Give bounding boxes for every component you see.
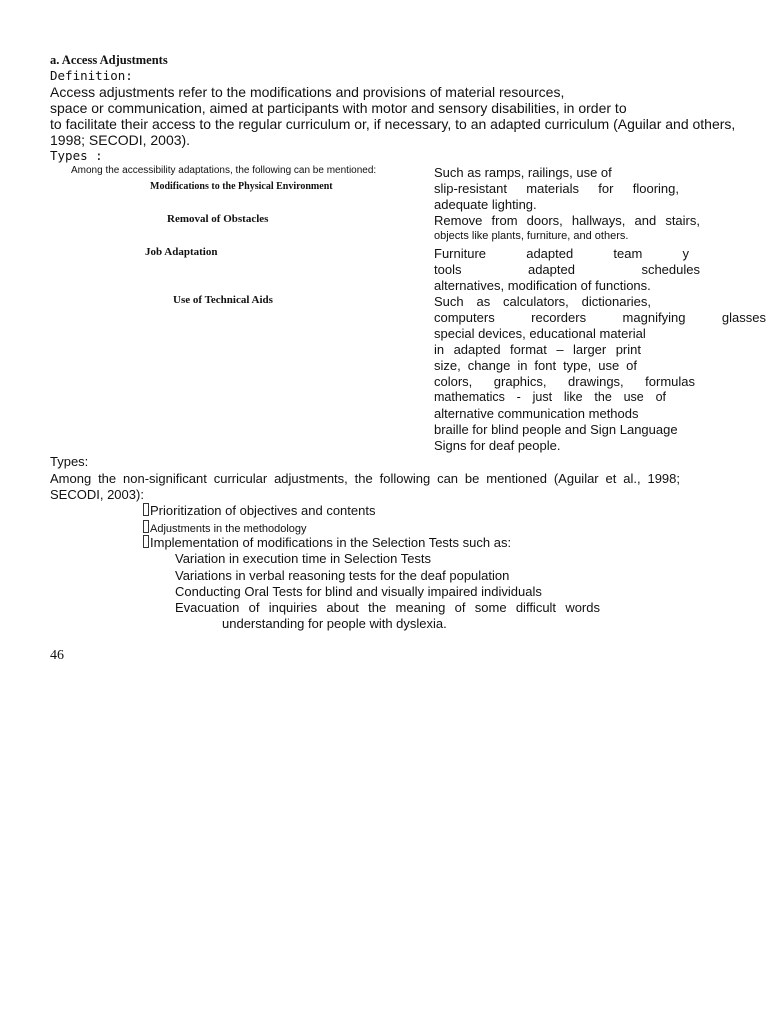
bullet-item [143,535,511,550]
definition-line: to facilitate their access to the regular curriculum or, if necessary, to an adapted curriculum (Aguilar and others, [50,116,736,132]
bullet-item [143,520,307,535]
adaptation-desc-line: mathematics - just like the use of [434,390,666,404]
types2-intro-line: Among the non-significant curricular adjustments, the following can be mentioned (Aguilar et al., 1998; [50,471,680,486]
types2-intro-line: SECODI, 2003): [50,487,144,502]
bullet-box-icon [143,535,149,548]
adaptation-desc-line: Such as ramps, railings, use of [434,165,612,180]
adaptation-desc-line: alternative communication methods [434,406,639,421]
adaptation-desc-line: special devices, educational material [434,326,646,341]
sub-item: Evacuation of inquiries about the meaning of some difficult words [175,600,600,615]
types2-label: Types: [50,454,89,469]
types-label: Types : [50,148,103,163]
adaptation-label: Removal of Obstacles [167,213,269,225]
adaptation-desc-line: computers recorders magnifying glasses [434,310,766,325]
sub-item: Conducting Oral Tests for blind and visually impaired individuals [175,584,542,599]
bullet-box-icon [143,520,149,533]
sub-item: Variations in verbal reasoning tests for the deaf population [175,568,510,583]
definition-line: Access adjustments refer to the modifications and provisions of material resources, [50,84,565,100]
bullet-text: Prioritization of objectives and contents [150,503,376,518]
adaptation-desc-line: Remove from doors, hallways, and stairs, [434,213,700,228]
sub-item: Variation in execution time in Selection Tests [175,551,432,566]
bullet-text: Implementation of modifications in the Selection Tests such as: [150,535,512,550]
adaptation-desc-line: Such as calculators, dictionaries, [434,294,651,309]
adaptation-desc-line: Signs for deaf people. [434,438,561,453]
page-number: 46 [50,648,64,663]
adaptation-desc-line: alternatives, modification of functions. [434,278,651,293]
adaptation-desc-line: size, change in font type, use of [434,358,637,373]
adaptation-label: Use of Technical Aids [173,294,273,306]
definition-line: space or communication, aimed at participants with motor and sensory disabilities, in order to [50,100,627,116]
adaptation-desc-line: tools adapted schedules [434,262,700,277]
adaptation-label: Modifications to the Physical Environment [150,181,333,192]
adaptation-desc-line: Furniture adapted team y [434,246,689,261]
adaptation-desc-line: colors, graphics, drawings, formulas [434,374,695,389]
adaptation-desc-line: slip-resistant materials for flooring, [434,181,679,196]
definition-label: Definition: [50,68,133,83]
definition-line: 1998; SECODI, 2003). [50,132,191,148]
sub-item: understanding for people with dyslexia. [222,616,447,631]
section-heading: a. Access Adjustments [50,53,168,67]
adaptation-desc-line: in adapted format – larger print [434,342,641,357]
adaptation-desc-line: objects like plants, furniture, and others. [434,230,629,242]
adaptations-intro: Among the accessibility adaptations, the following can be mentioned: [71,165,377,176]
adaptation-label: Job Adaptation [145,246,218,258]
adaptation-desc-line: braille for blind people and Sign Language [434,422,678,437]
adaptation-desc-line: adequate lighting. [434,197,537,212]
bullet-box-icon [143,503,149,516]
bullet-item [143,503,375,518]
bullet-text: Adjustments in the methodology [150,523,307,535]
